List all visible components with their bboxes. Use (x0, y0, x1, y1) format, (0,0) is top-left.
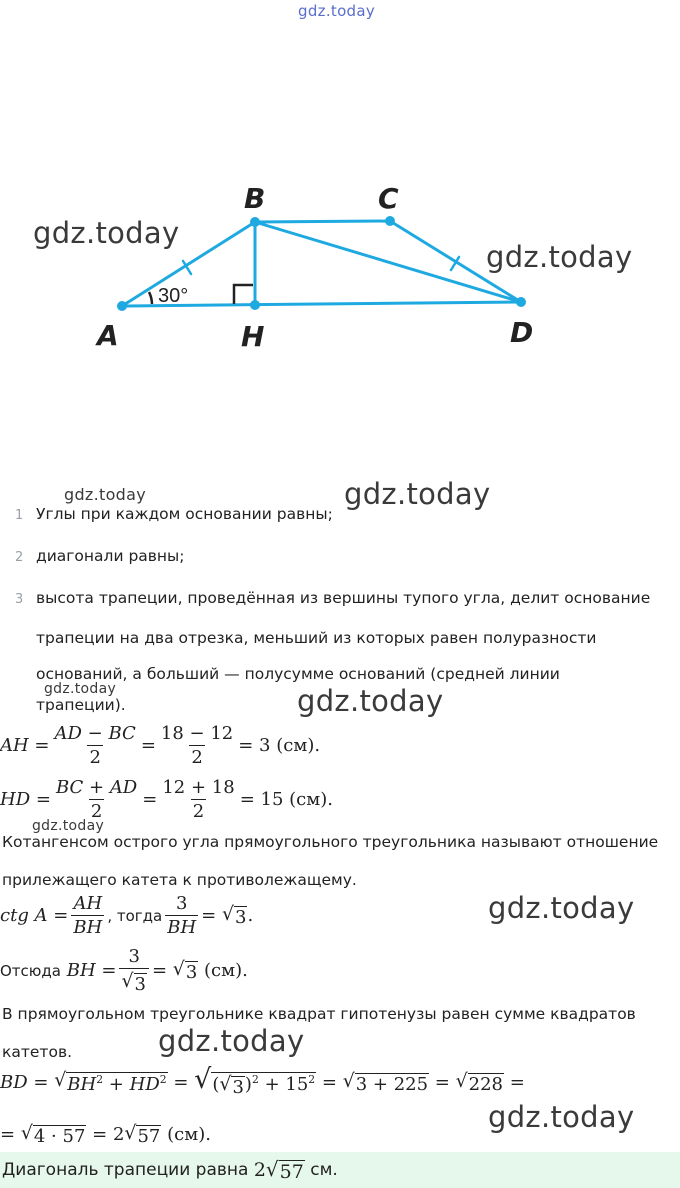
equation-ctg: ctg A = $\frac{AH}{BH}$ , тогда $\frac{3}{BH}$ = √ 3 . (0, 893, 254, 938)
vertex-a (117, 301, 127, 311)
right-angle-mark (234, 285, 253, 304)
equation-ah: AH = $\frac{AD - BC}{2}$ = $\frac{18 - 12}{2}$ = 3 (см). (0, 723, 321, 768)
label-d: D (510, 316, 534, 349)
equation-bh: Отсюда BH = 3 √ 3 = √ 3 (см). (0, 946, 248, 995)
pythagoras-line1: В прямоугольном треугольнике квадрат гипотенузы равен сумме квадратов (2, 1005, 636, 1023)
watermark: gdz.today (488, 891, 635, 925)
watermark: gdz.today (344, 477, 491, 511)
angle-arc (149, 292, 152, 304)
watermark: gdz.today (488, 1100, 635, 1134)
cot-definition-line1: Котангенсом острого угла прямоугольного треугольника называют отношение (2, 833, 659, 851)
watermark: gdz.today (297, 684, 444, 718)
watermark: gdz.today (486, 240, 633, 274)
label-h: H (241, 320, 265, 353)
equation-hd: HD = $\frac{BC + AD}{2}$ = $\frac{12 + 18}{2}$ = 15 (см). (0, 777, 333, 822)
watermark: gdz.today (64, 485, 146, 504)
watermark: gdz.today (158, 1024, 305, 1058)
angle-label: 30° (158, 285, 189, 307)
vertex-c (385, 216, 395, 226)
watermark: gdz.today (44, 681, 117, 697)
equation-bd-line2: = √ 4 · 57 = 2 √ 57 (см). (0, 1122, 211, 1147)
cot-definition-line2: прилежащего катета к противолежащему. (2, 871, 357, 889)
base-bc (255, 221, 390, 222)
label-b: B (244, 182, 266, 215)
watermark: gdz.today (32, 818, 105, 834)
watermark: gdz.today (298, 2, 376, 20)
label-a: A (97, 319, 119, 352)
sqrt-3: √ 3 (221, 903, 247, 928)
diagonal-bd (255, 222, 521, 302)
pythagoras-line2: катетов. (2, 1043, 72, 1061)
equation-bd-line1: BD = √ $BH^2 + HD^2$ = √ ( √ 3 )$^2 + 15^2$ = √ 3 + 225 = √ 228 = (0, 1064, 525, 1098)
answer-box: Диагональ трапеции равна 2 √ 57 см. (0, 1152, 680, 1188)
vertex-b (250, 217, 260, 227)
vertex-d (516, 297, 526, 307)
label-c: C (378, 182, 399, 215)
vertex-h (250, 300, 260, 310)
trapezoid-figure (0, 170, 680, 370)
watermark: gdz.today (33, 216, 180, 250)
